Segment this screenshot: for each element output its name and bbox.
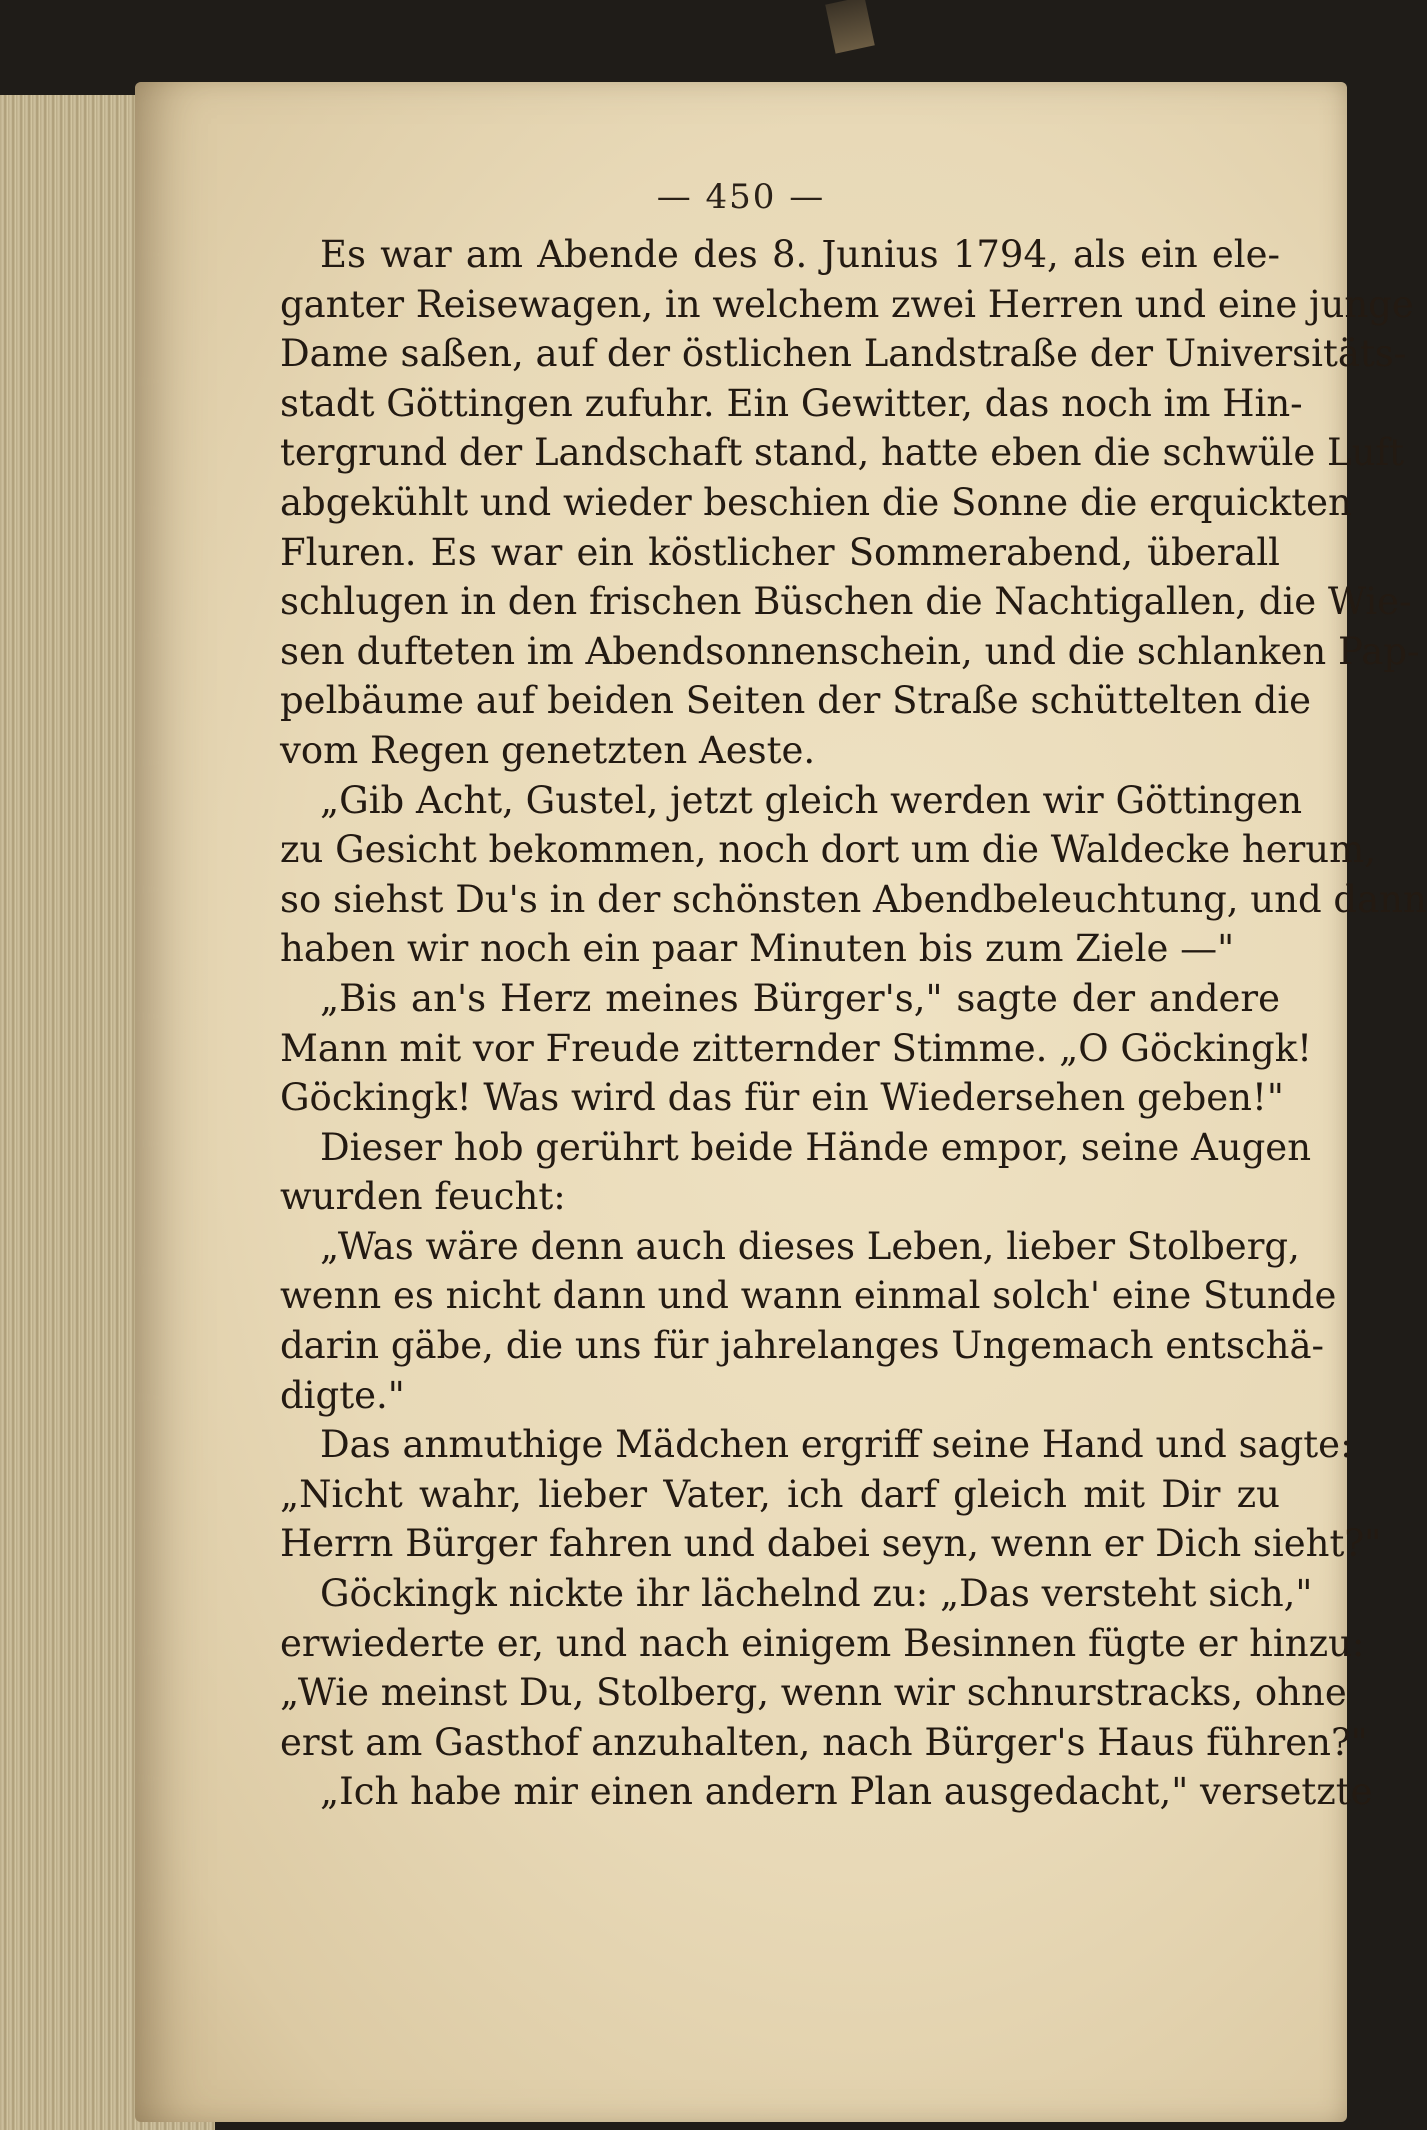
text-line: Herrn Bürger fahren und dabei seyn, wenn er Dich sieht?" [280, 1522, 1382, 1566]
text-line: abgekühlt und wieder beschien die Sonne die erquickten [280, 480, 1352, 524]
text-line: vom Regen genetzten Aeste. [280, 728, 816, 772]
text-line: wenn es nicht dann und wann einmal solch' eine Stunde [280, 1274, 1337, 1318]
bookmark-ribbon [825, 0, 875, 54]
book-page [135, 82, 1427, 2122]
text-line: „Bis an's Herz meines Bürger's," sagte der andere [320, 976, 1280, 1020]
text-line: Dame saßen, auf der östlichen Landstraße der Universitäts- [280, 332, 1407, 376]
text-line: „Wie meinst Du, Stolberg, wenn wir schnurstracks, ohne [280, 1671, 1347, 1715]
text-line: Fluren. Es war ein köstlicher Sommerabend, überall [280, 530, 1280, 574]
text-line: schlugen in den frischen Büschen die Nachtigallen, die Wie- [280, 580, 1412, 624]
text-line: digte." [280, 1373, 405, 1417]
text-line: „Gib Acht, Gustel, jetzt gleich werden wir Göttingen [320, 778, 1303, 822]
text-line: „Ich habe mir einen andern Plan ausgedacht," versetzte [320, 1770, 1373, 1814]
text-line: zu Gesicht bekommen, noch dort um die Waldecke herum, [280, 828, 1376, 872]
text-line: tergrund der Landschaft stand, hatte eben die schwüle Luft [280, 431, 1405, 475]
text-line: pelbäume auf beiden Seiten der Straße schüttelten die [280, 679, 1312, 723]
text-line: Göckingk nickte ihr lächelnd zu: „Das versteht sich," [320, 1572, 1313, 1616]
text-line: stadt Göttingen zufuhr. Ein Gewitter, das noch im Hin- [280, 381, 1303, 425]
text-line: darin gäbe, die uns für jahrelanges Ungemach entschä- [280, 1324, 1325, 1368]
text-line: haben wir noch ein paar Minuten bis zum Ziele —" [280, 927, 1235, 971]
text-line: ganter Reisewagen, in welchem zwei Herren und eine junge [280, 282, 1414, 326]
body-text [280, 230, 1427, 1817]
text-line: Das anmuthige Mädchen ergriff seine Hand und sagte: [320, 1423, 1353, 1467]
page-number: — 450 — [656, 177, 826, 217]
text-line: Mann mit vor Freude zitternder Stimme. „O Göckingk! [280, 1026, 1312, 1070]
text-line: erwiederte er, und nach einigem Besinnen fügte er hinzu: [280, 1621, 1365, 1665]
text-line: Es war am Abende des 8. Junius 1794, als ein ele- [320, 233, 1280, 276]
text-line: „Nicht wahr, lieber Vater, ich darf gleich mit Dir zu [280, 1472, 1280, 1516]
text-line: „Was wäre denn auch dieses Leben, lieber Stolberg, [320, 1224, 1300, 1268]
text-line: wurden feucht: [280, 1175, 566, 1219]
text-line: so siehst Du's in der schönsten Abendbeleuchtung, und dann [280, 877, 1427, 921]
text-line: Göckingk! Was wird das für ein Wiedersehen geben!" [280, 1076, 1284, 1120]
text-line: erst am Gasthof anzuhalten, nach Bürger's Haus führen?" [280, 1720, 1368, 1764]
text-line: Dieser hob gerührt beide Hände empor, seine Augen [320, 1125, 1312, 1169]
text-line: sen dufteten im Abendsonnenschein, und die schlanken Pap- [280, 629, 1420, 673]
